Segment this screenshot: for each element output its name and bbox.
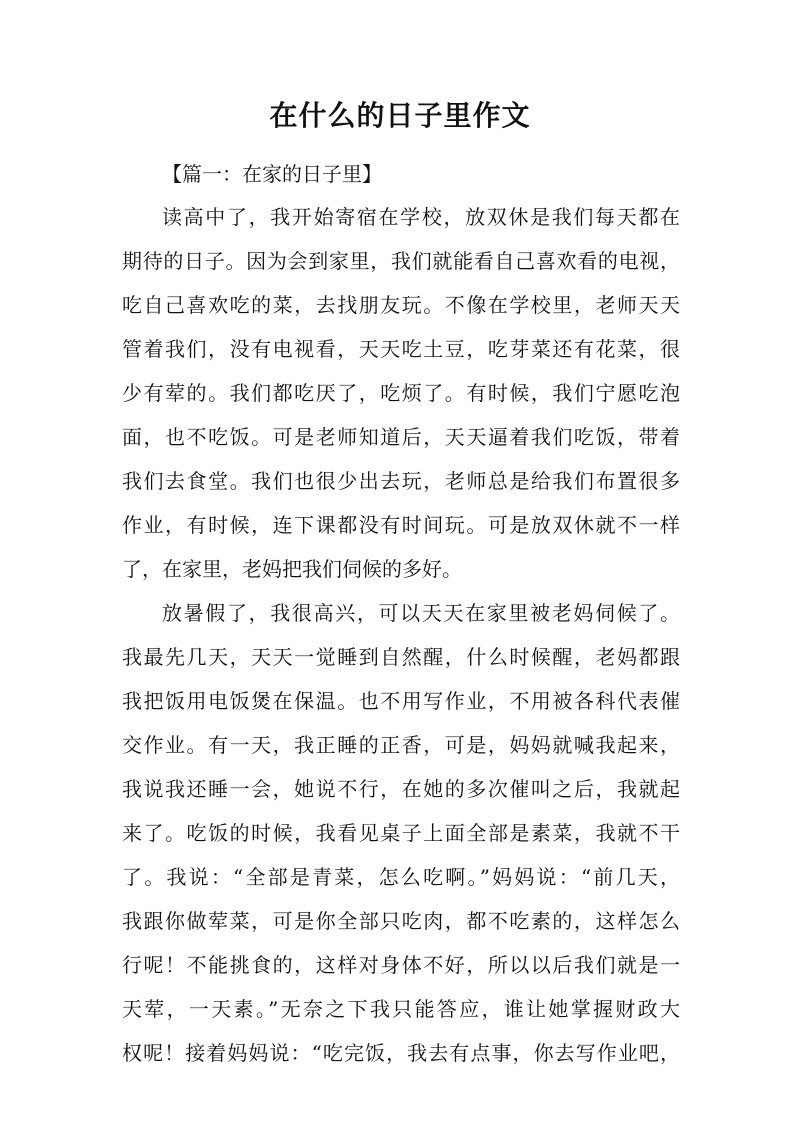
paragraph-1-line: 面，也不吃饭。可是老师知道后，天天逼着我们吃饭，带着: [122, 425, 680, 449]
section-heading: 【篇一：在家的日子里】: [162, 162, 382, 186]
paragraph-1-line: 了，在家里，老妈把我们伺候的多好。: [122, 557, 462, 581]
paragraph-1-line: 期待的日子。因为会到家里，我们就能看自己喜欢看的电视，: [122, 249, 680, 273]
paragraph-2-line: 我最先几天，天天一觉睡到自然醒，什么时候醒，老妈都跟: [122, 645, 680, 669]
paragraph-2-line: 来了。吃饭的时候，我看见桌子上面全部是素菜，我就不干: [122, 821, 680, 845]
paragraph-1-line: 吃自己喜欢吃的菜，去找朋友玩。不像在学校里，老师天天: [122, 293, 680, 317]
paragraph-1-line: 少有荤的。我们都吃厌了，吃烦了。有时候，我们宁愿吃泡: [122, 381, 680, 405]
document-title: 在什么的日子里作文: [269, 99, 531, 132]
paragraph-1-line: 我们去食堂。我们也很少出去玩，老师总是给我们布置很多: [122, 469, 680, 493]
paragraph-1-line: 作业，有时候，连下课都没有时间玩。可是放双休就不一样: [122, 513, 680, 537]
paragraph-2-line: 行呢！不能挑食的，这样对身体不好，所以以后我们就是一: [122, 953, 680, 977]
paragraph-2-line: 天荤，一天素。”无奈之下我只能答应，谁让她掌握财政大: [122, 997, 680, 1021]
paragraph-2-line: 放暑假了，我很高兴，可以天天在家里被老妈伺候了。: [162, 601, 680, 625]
paragraph-2-line: 了。我说：“全部是青菜，怎么吃啊。”妈妈说：“前几天，: [122, 865, 680, 889]
paragraph-2-line: 我跟你做荤菜，可是你全部只吃肉，都不吃素的，这样怎么: [122, 909, 680, 933]
paragraph-2-line: 权呢！接着妈妈说：“吃完饭，我去有点事，你去写作业吧，: [122, 1041, 680, 1065]
paragraph-2-line: 交作业。有一天，我正睡的正香，可是，妈妈就喊我起来，: [122, 733, 680, 757]
paragraph-1-line: 读高中了，我开始寄宿在学校，放双休是我们每天都在: [162, 205, 680, 229]
paragraph-2-line: 我说我还睡一会，她说不行，在她的多次催叫之后，我就起: [122, 777, 680, 801]
paragraph-1-line: 管着我们，没有电视看，天天吃土豆，吃芽菜还有花菜，很: [122, 337, 680, 361]
paragraph-2-line: 我把饭用电饭煲在保温。也不用写作业，不用被各科代表催: [122, 689, 680, 713]
